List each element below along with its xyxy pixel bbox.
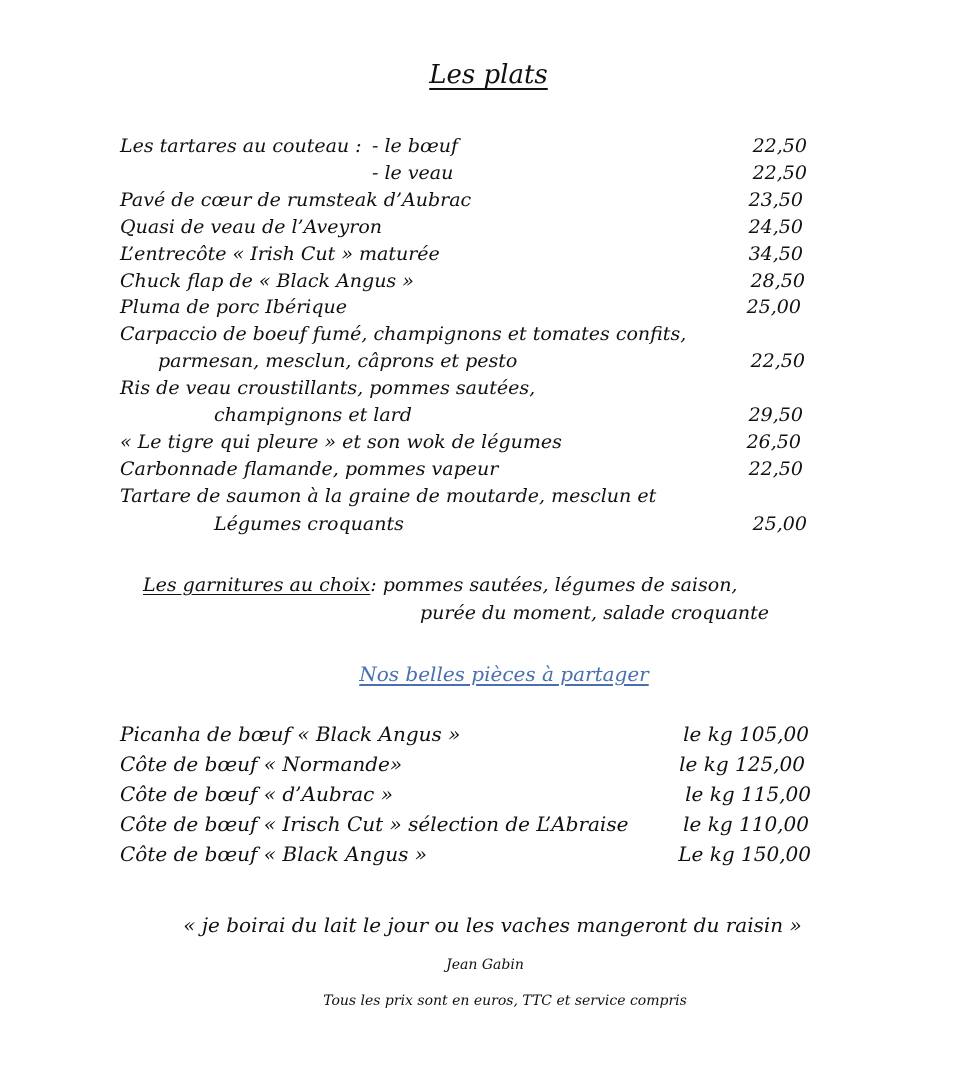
dish-name: Les tartares au couteau :	[120, 135, 362, 157]
dish-name: champignons et lard	[214, 404, 412, 426]
piece-name: Côte de bœuf « Black Angus »	[120, 842, 427, 866]
dish-price: 22,50	[748, 458, 803, 480]
dish-price: 34,50	[748, 243, 803, 265]
dish-price: 22,50	[752, 162, 807, 184]
piece-price: Le kg 150,00	[678, 842, 811, 866]
page-title: Les plats	[429, 60, 548, 90]
dish-name: « Le tigre qui pleure » et son wok de légumes	[120, 431, 562, 453]
piece-name: Côte de bœuf « d’Aubrac »	[120, 782, 393, 806]
dish-name: Tartare de saumon à la graine de moutarde, mesclun et	[120, 485, 657, 507]
dish-name: Pavé de cœur de rumsteak d’Aubrac	[120, 189, 472, 211]
dish-subitem: - le bœuf	[372, 135, 459, 157]
quote: « je boirai du lait le jour ou les vaches mangeront du raisin »	[183, 913, 802, 937]
dish-name: Ris de veau croustillants, pommes sautées,	[120, 377, 536, 399]
piece-name: Picanha de bœuf « Black Angus »	[120, 722, 461, 746]
dish-price: 29,50	[748, 404, 803, 426]
garnitures-options: : pommes sautées, légumes de saison,	[370, 574, 738, 596]
dish-name: L’entrecôte « Irish Cut » maturée	[120, 243, 440, 265]
dish-price: 22,50	[750, 350, 805, 372]
piece-price: le kg 125,00	[679, 752, 805, 776]
section-title-pieces: Nos belles pièces à partager	[359, 662, 649, 686]
dish-price: 24,50	[748, 216, 803, 238]
dish-name: Chuck flap de « Black Angus »	[120, 270, 414, 292]
price-footnote: Tous les prix sont en euros, TTC et service compris	[323, 993, 687, 1009]
piece-name: Côte de bœuf « Normande»	[120, 752, 403, 776]
dish-name: Quasi de veau de l’Aveyron	[120, 216, 383, 238]
dish-name: Légumes croquants	[214, 513, 404, 535]
quote-author: Jean Gabin	[446, 957, 524, 973]
piece-name: Côte de bœuf « Irisch Cut » sélection de L’Abraise	[120, 812, 629, 836]
dish-name: Carpaccio de boeuf fumé, champignons et tomates confits,	[120, 323, 687, 345]
piece-price: le kg 105,00	[683, 722, 809, 746]
piece-price: le kg 115,00	[685, 782, 811, 806]
dish-name: Carbonnade flamande, pommes vapeur	[120, 458, 499, 480]
dish-price: 25,00	[746, 296, 801, 318]
garnitures-line	[143, 576, 737, 595]
piece-price: le kg 110,00	[683, 812, 809, 836]
dish-price: 22,50	[752, 135, 807, 157]
garnitures-options-continued: purée du moment, salade croquante	[420, 602, 770, 624]
dish-price: 23,50	[748, 189, 803, 211]
dish-subitem: - le veau	[372, 162, 454, 184]
garnitures-label: Les garnitures au choix	[143, 574, 371, 596]
dish-price: 28,50	[750, 270, 805, 292]
dish-price: 26,50	[746, 431, 801, 453]
dish-name: parmesan, mesclun, câprons et pesto	[158, 350, 518, 372]
dish-price: 25,00	[752, 513, 807, 535]
dish-name: Pluma de porc Ibérique	[120, 296, 348, 318]
